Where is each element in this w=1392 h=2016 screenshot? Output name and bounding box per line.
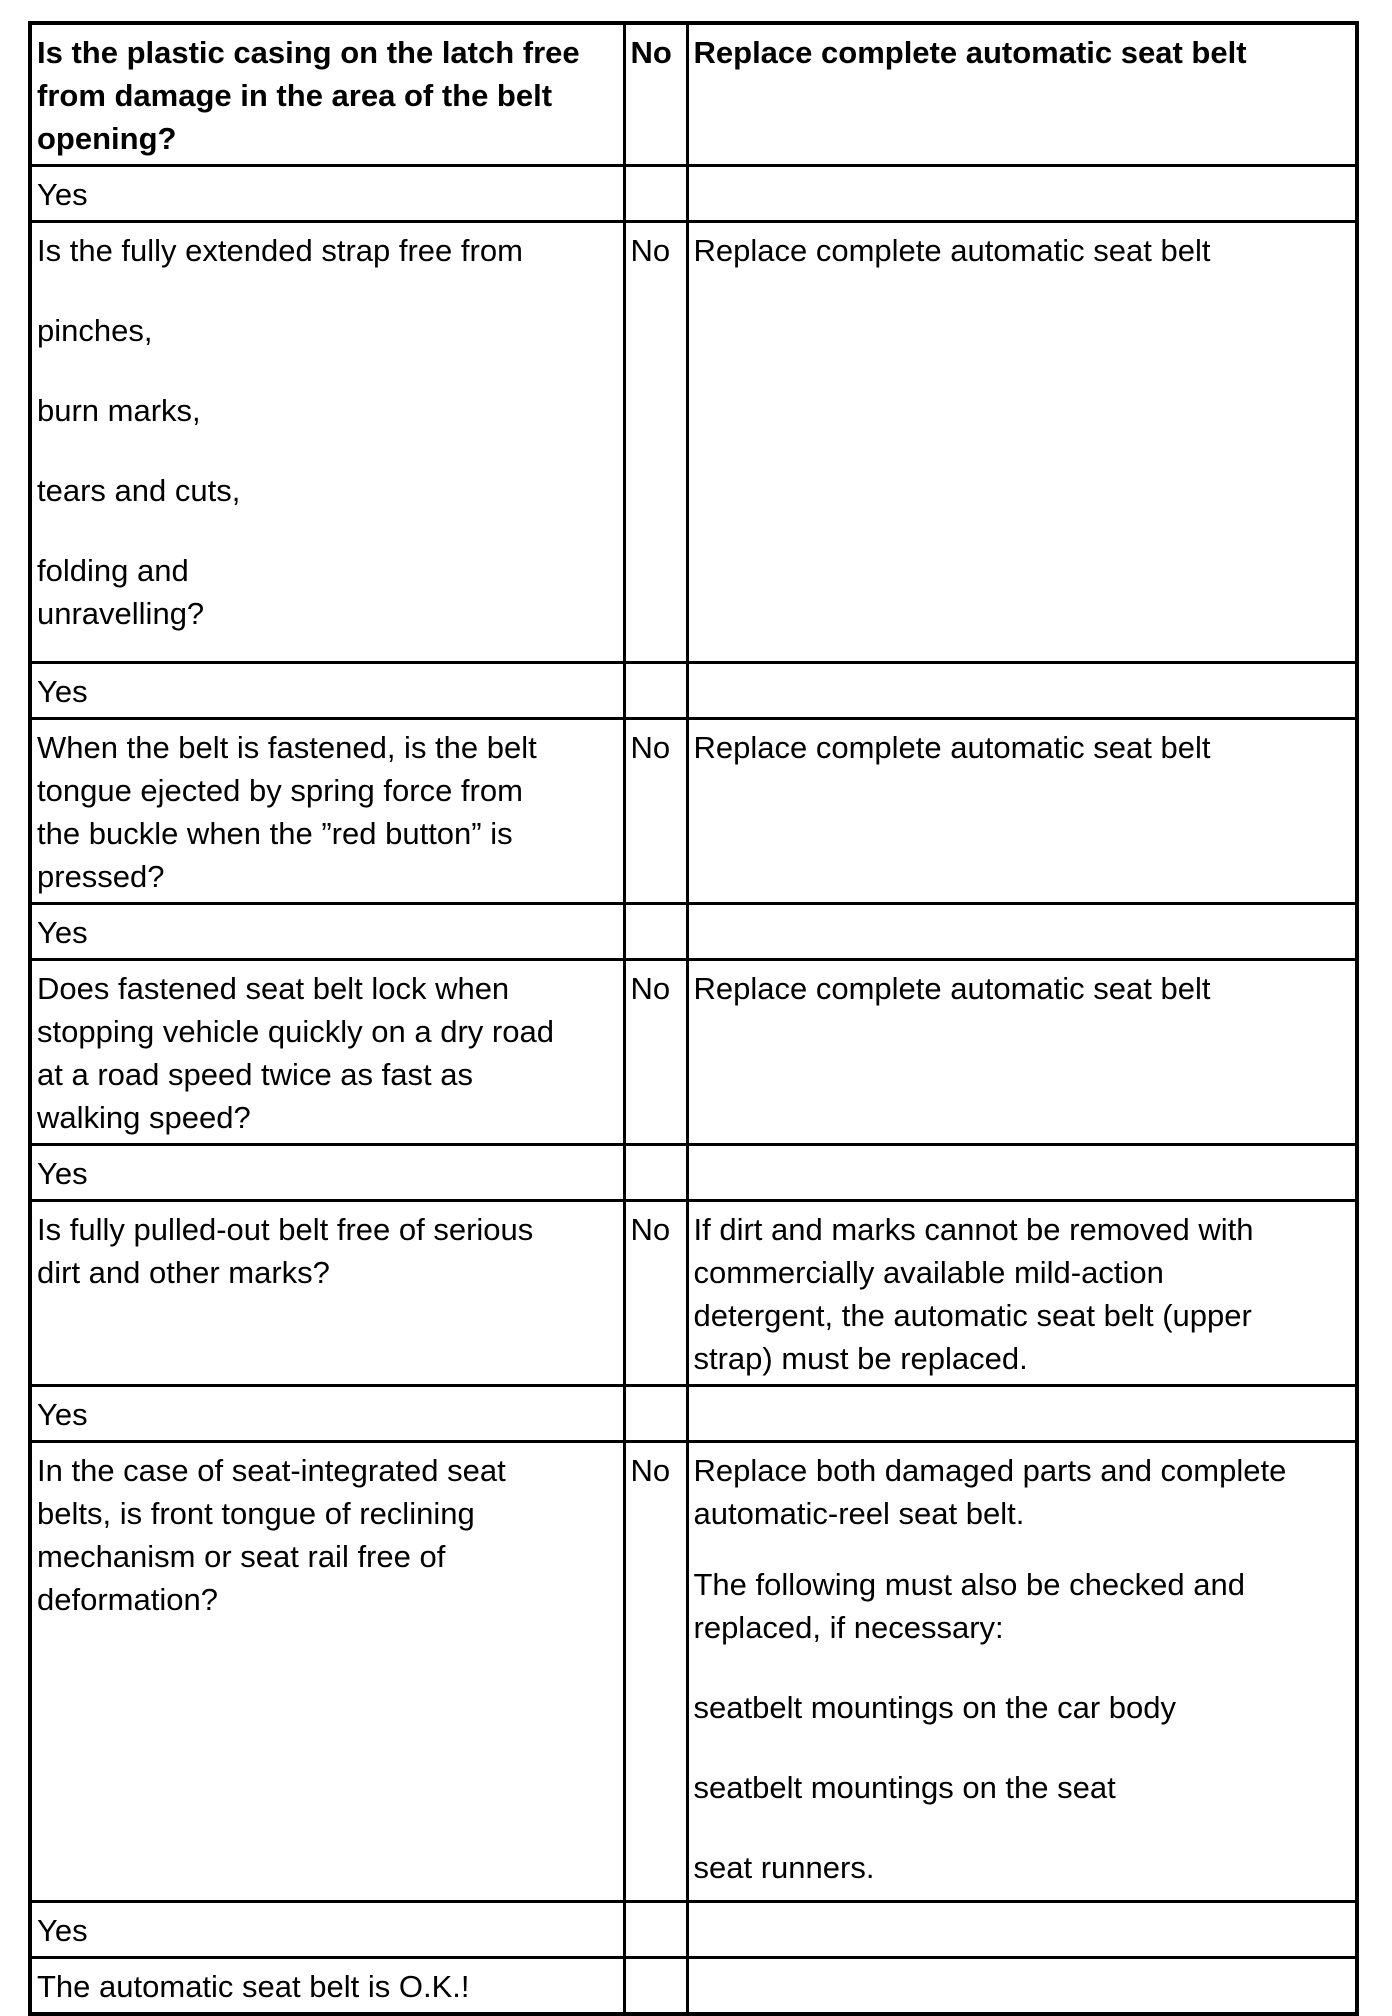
- check-row-belt-dirt: [30, 1201, 1357, 1386]
- check-row-belt-lock: [30, 960, 1357, 1145]
- seat-belt-checklist-table: [28, 21, 1359, 2016]
- question-cell: When the belt is fastened, is the belt tongue ejected by spring force from the buckle when the ”red button” is pressed?: [30, 719, 624, 904]
- yes-row: [30, 1145, 1357, 1201]
- action-cell: Replace complete automatic seat belt: [687, 960, 1357, 1145]
- answer-cell: No: [624, 222, 687, 663]
- action-cell: Replace complete automatic seat belt: [687, 719, 1357, 904]
- question-cell: Is the plastic casing on the latch free from damage in the area of the belt opening?: [30, 23, 624, 166]
- yes-cell: Yes: [30, 663, 624, 719]
- answer-cell: No: [624, 1201, 687, 1386]
- action-cell: If dirt and marks cannot be removed with commercially available mild-action detergent, the automatic seat belt (upper strap) must be replaced.: [687, 1201, 1357, 1386]
- final-status-cell: The automatic seat belt is O.K.!: [30, 1958, 624, 2015]
- yes-row: [30, 1386, 1357, 1442]
- answer-cell: No: [624, 719, 687, 904]
- check-row-seat-integrated: [30, 1442, 1357, 1902]
- yes-cell: Yes: [30, 904, 624, 960]
- yes-cell: Yes: [30, 1145, 624, 1201]
- question-cell: Does fastened seat belt lock when stopping vehicle quickly on a dry road at a road speed twice as fast as walking speed?: [30, 960, 624, 1145]
- check-row-latch-casing: [30, 23, 1357, 166]
- yes-cell: Yes: [30, 1386, 624, 1442]
- answer-cell: No: [624, 960, 687, 1145]
- yes-row: [30, 1902, 1357, 1958]
- action-cell: Replace complete automatic seat belt: [687, 222, 1357, 663]
- final-row: [30, 1958, 1357, 2015]
- question-cell: In the case of seat-integrated seat belts, is front tongue of reclining mechanism or seat rail free of deformation?: [30, 1442, 624, 1902]
- answer-cell: No: [624, 23, 687, 166]
- yes-cell: Yes: [30, 1902, 624, 1958]
- yes-row: [30, 663, 1357, 719]
- action-cell: Replace both damaged parts and complete automatic-reel seat belt. The following must also be checked and replaced, if necessary: seatbelt mountings on the car body seatbelt mountings on the seat seat runners.: [687, 1442, 1357, 1902]
- action-cell: Replace complete automatic seat belt: [687, 23, 1357, 166]
- yes-row: [30, 166, 1357, 222]
- check-row-strap-condition: [30, 222, 1357, 663]
- yes-row: [30, 904, 1357, 960]
- yes-cell: Yes: [30, 166, 624, 222]
- question-cell: Is the fully extended strap free from pinches, burn marks, tears and cuts, folding and unravelling?: [30, 222, 624, 663]
- question-cell: Is fully pulled-out belt free of serious dirt and other marks?: [30, 1201, 624, 1386]
- answer-cell: No: [624, 1442, 687, 1902]
- check-row-buckle-eject: [30, 719, 1357, 904]
